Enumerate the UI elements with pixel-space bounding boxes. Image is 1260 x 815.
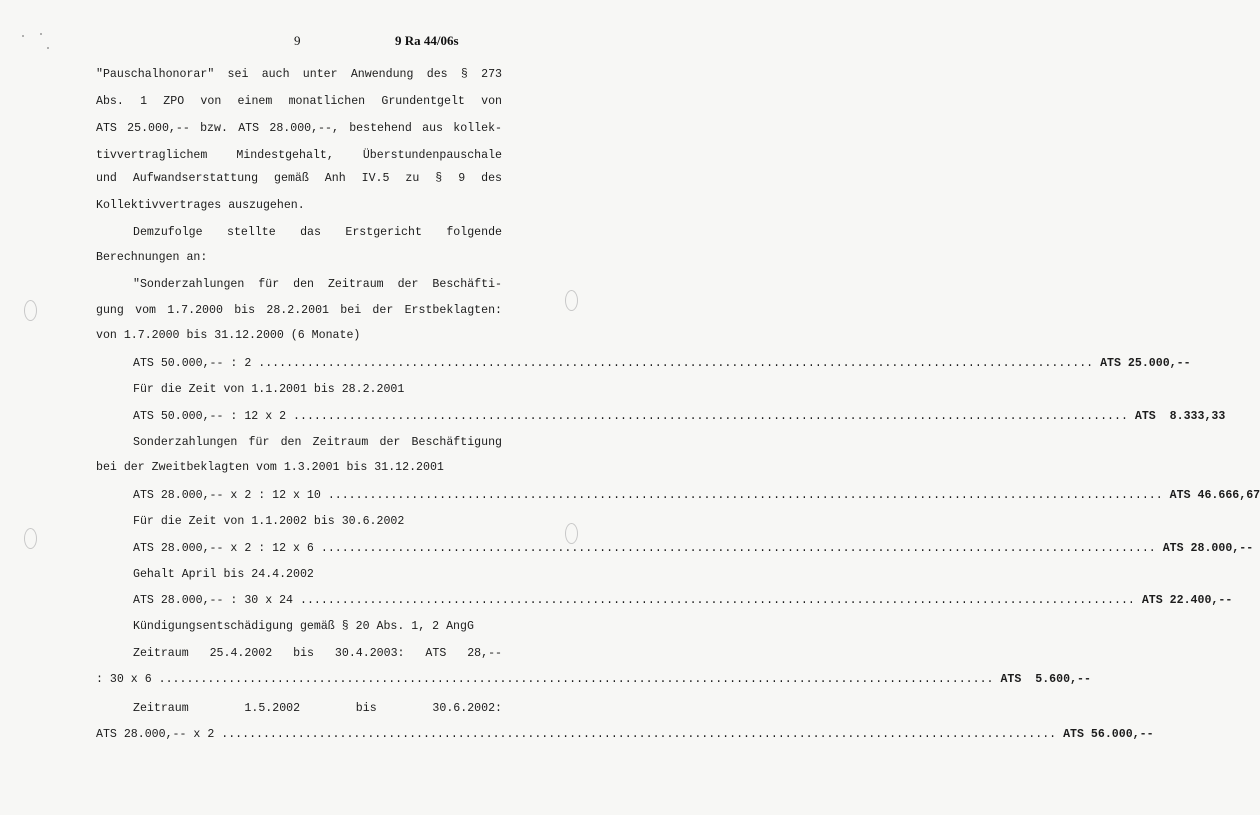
- leader-dots: ........................................................................................................................: [158, 673, 994, 686]
- text-line: Für die Zeit von 1.1.2002 bis 30.6.2002: [133, 515, 405, 528]
- text-line: Zeitraum 1.5.2002 bis 30.6.2002:: [133, 702, 502, 715]
- text-line: Berechnungen an:: [96, 251, 208, 264]
- calculation-line: [133, 489, 1260, 503]
- calc-result: ATS 22.400,--: [1134, 594, 1233, 607]
- calculation-line: [96, 673, 1091, 687]
- calc-result: ATS 8.333,33: [1127, 410, 1226, 423]
- leader-dots: ........................................................................................................................: [293, 410, 1128, 423]
- text-line: Abs. 1 ZPO von einem monatlichen Grundentgelt von: [96, 95, 502, 108]
- calc-result: ATS 46.666,67: [1162, 489, 1260, 502]
- text-line: von 1.7.2000 bis 31.12.2000 (6 Monate): [96, 329, 361, 342]
- calculation-line: [133, 542, 1254, 556]
- text-line: tivvertraglichem Mindestgehalt, Überstundenpauschale: [96, 149, 502, 162]
- text-line: Kollektivvertrages auszugehen.: [96, 199, 305, 212]
- calculation-line: [96, 728, 1154, 742]
- text-line: Für die Zeit von 1.1.2001 bis 28.2.2001: [133, 383, 405, 396]
- leader-dots: ........................................................................................................................: [327, 489, 1163, 502]
- punch-hole-mark: [565, 523, 578, 544]
- leader-dots: ........................................................................................................................: [221, 728, 1057, 741]
- calc-result: ATS 28.000,--: [1155, 542, 1254, 555]
- leader-dots: ........................................................................................................................: [299, 594, 1135, 607]
- page-number: 9: [294, 33, 301, 48]
- text-line: Sonderzahlungen für den Zeitraum der Beschäftigung: [133, 436, 502, 449]
- text-line: "Sonderzahlungen für den Zeitraum der Beschäfti-: [133, 278, 502, 291]
- text-line: bei der Zweitbeklagten vom 1.3.2001 bis 31.12.2001: [96, 461, 444, 474]
- scan-speck: [47, 47, 49, 49]
- calculation-line: [133, 594, 1233, 608]
- leader-dots: ........................................................................................................................: [258, 357, 1094, 370]
- calc-expression: ATS 50.000,-- : 12 x 2: [133, 410, 294, 423]
- calc-expression: ATS 28.000,-- : 30 x 24: [133, 594, 300, 607]
- text-line: "Pauschalhonorar" sei auch unter Anwendung des § 273: [96, 68, 502, 81]
- text-line: Gehalt April bis 24.4.2002: [133, 568, 314, 581]
- calc-result: ATS 25.000,--: [1093, 357, 1191, 370]
- text-line: Demzufolge stellte das Erstgericht folgende: [133, 226, 502, 239]
- calc-expression: ATS 28.000,-- x 2 : 12 x 10: [133, 489, 328, 502]
- punch-hole-mark: [565, 290, 578, 311]
- text-line: Kündigungsentschädigung gemäß § 20 Abs. 1, 2 AngG: [133, 620, 474, 633]
- calc-expression: ATS 28.000,-- x 2: [96, 728, 222, 741]
- punch-hole-mark: [24, 300, 37, 321]
- text-line: gung vom 1.7.2000 bis 28.2.2001 bei der Erstbeklagten:: [96, 304, 502, 317]
- leader-dots: ........................................................................................................................: [320, 542, 1156, 555]
- text-line: und Aufwandserstattung gemäß Anh IV.5 zu § 9 des: [96, 172, 502, 185]
- scan-speck: [40, 33, 42, 35]
- calc-expression: : 30 x 6: [96, 673, 159, 686]
- case-reference: 9 Ra 44/06s: [395, 33, 459, 48]
- calc-result: ATS 56.000,--: [1056, 728, 1154, 741]
- calculation-line: [133, 410, 1226, 424]
- scan-speck: [22, 35, 24, 37]
- text-line: Zeitraum 25.4.2002 bis 30.4.2003: ATS 28,--: [133, 647, 502, 660]
- punch-hole-mark: [24, 528, 37, 549]
- calc-expression: ATS 50.000,-- : 2: [133, 357, 259, 370]
- calc-result: ATS 5.600,--: [993, 673, 1091, 686]
- text-line: ATS 25.000,-- bzw. ATS 28.000,--, bestehend aus kollek-: [96, 122, 502, 135]
- calc-expression: ATS 28.000,-- x 2 : 12 x 6: [133, 542, 321, 555]
- calculation-line: [133, 357, 1191, 371]
